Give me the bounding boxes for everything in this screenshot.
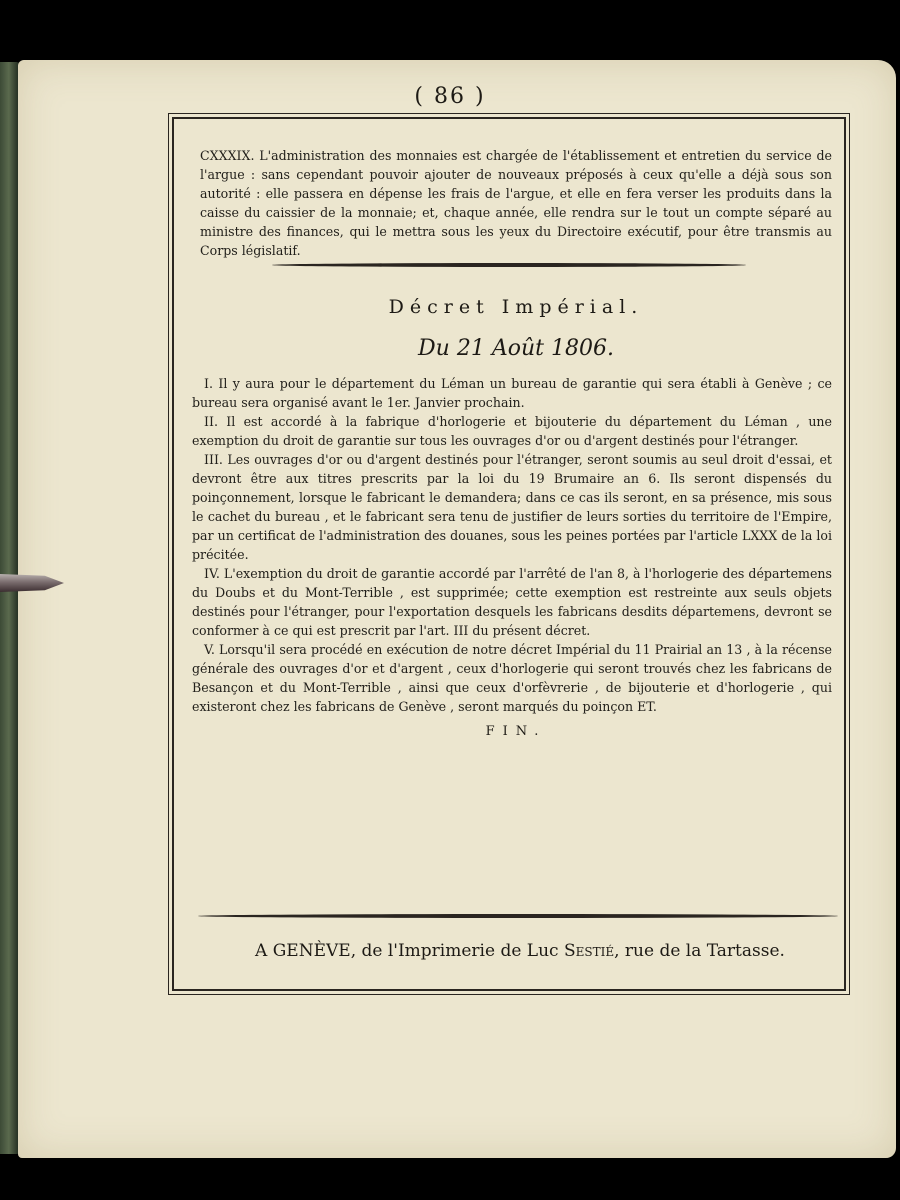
decree-article: IV. L'exemption du droit de garantie accordé par l'arrêté de l'an 8, à l'horlogerie des départemens du Doubs et du Mont-Terrible , est supprimée; cette exemption est restreinte aux seuls objets destinés pour l'étranger, pour l'exportation desquels les fabricans desdits départemens, devront se conformer à ce qui est prescrit par l'art. III du présent décret. — [192, 566, 832, 638]
decree-article: I. Il y aura pour le département du Léman un bureau de garantie qui sera établi à Genève ; ce bureau sera organisé avant le 1er. Janvier prochain. — [192, 376, 832, 410]
decree-article: III. Les ouvrages d'or ou d'argent destinés pour l'étranger, seront soumis au seul droit d'essai, et devront être aux titres prescrits par la loi du 19 Brumaire an 6. Ils seront dispensés du poinçonnement, lorsque le fabricant le demandera; dans ce cas ils seront, en sa présence, mis sous le cachet du bureau , et le fabricant sera tenu de justifier de leurs sorties du territoire de l'Empire, par un certificat de l'administration des douanes, sous les peines portées par l'article LXXX de la loi précitée. — [192, 452, 832, 562]
imprint-suffix: , rue de la Tartasse. — [614, 941, 785, 961]
imprint-printer-name: Sestié — [563, 941, 615, 961]
fin-mark: FIN. — [485, 724, 547, 739]
decorative-rule-bottom — [198, 914, 838, 918]
previous-article-text: CXXXIX. L'administration des monnaies est chargée de l'établissement et entretien du service de l'argue : sans cependant pouvoir ajouter de nouveaux préposés à ceux qu'elle a déjà sous son autorité : elle passera en dépense les frais de l'argue, et elle en fera verser les produits dans la caisse du caissier de la monnaie; et, chaque année, elle rendra sur le tout un compte séparé au ministre des finances, qui le mettra sous les yeux du Directoire exécutif, pour être transmis au Corps législatif. — [200, 148, 832, 258]
imprint-prefix: A GENÈVE, de l'Imprimerie de Luc — [255, 941, 559, 961]
decree-title: Décret Impérial. — [388, 296, 644, 318]
decree-date: Du 21 Août 1806. — [418, 336, 614, 361]
decree-article: II. Il est accordé à la fabrique d'horlogerie et bijouterie du département du Léman , une exemption du droit de garantie sur tous les ouvrages d'or ou d'argent destinés pour l'étranger. — [192, 414, 832, 448]
page-number: ( 86 ) — [414, 84, 486, 109]
decree-articles — [192, 374, 832, 716]
decree-article: V. Lorsqu'il sera procédé en exécution de notre décret Impérial du 11 Prairial an 13 , à la récense générale des ouvrages d'or et d'argent , ceux d'horlogerie qui seront trouvés chez les fabricans de Besançon et du Mont-Terrible , ainsi que ceux d'orfèvrerie , de bijouterie et d'horlogerie , qui existeront chez les fabricans de Genève , seront marqués du poinçon ET. — [192, 642, 832, 714]
printer-imprint — [190, 941, 850, 961]
decorative-rule-top — [272, 263, 746, 267]
